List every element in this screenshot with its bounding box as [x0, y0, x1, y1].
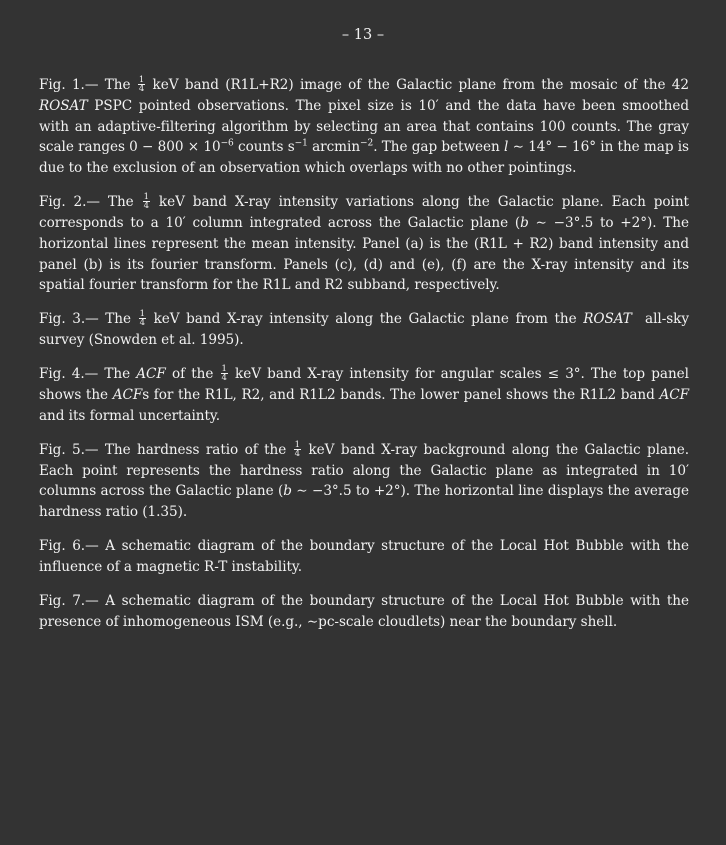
- caption-italic: ROSAT: [39, 97, 88, 114]
- fraction-one-quarter: $\frac{1}{4}$: [139, 309, 145, 329]
- caption-label: Fig. 3.—: [39, 311, 99, 328]
- caption-text: ∼ −3°.5 to +2°). The horizontal line displays the average hardness ratio (1.35).: [39, 483, 689, 521]
- page-number: – 13 –: [341, 27, 385, 43]
- figure-captions: [39, 75, 689, 646]
- caption-text: The: [104, 77, 131, 93]
- caption-label: Fig. 7.—: [39, 592, 99, 609]
- caption-label: Fig. 6.—: [39, 538, 99, 555]
- caption-fig-6: [39, 536, 689, 578]
- caption-fig-7: [39, 591, 689, 633]
- caption-italic: ACF: [112, 386, 143, 403]
- caption-text: keV band X-ray intensity for angular scales ≤ 3°. The top panel shows the: [39, 366, 689, 403]
- caption-fig-2: [39, 192, 689, 296]
- fraction-one-quarter: $\frac{1}{4}$: [294, 439, 301, 459]
- caption-label: Fig. 5.—: [39, 441, 99, 458]
- caption-text: of the: [171, 366, 214, 383]
- caption-text: ∼ −3°.5 to +2°). The horizontal lines represent the mean intensity. Panel (a) is the (R1L + R2) band intensity and panel (b) is its fourier transform. Panels (c), (d) and (e), (f) are the X-ray intensity and its spatial fourier transform for the R1L and R2 subband, respectively.: [39, 214, 689, 294]
- caption-text: keV band X-ray background along the Galactic plane. Each point represents the hardness ratio along the Galactic plane as integrated in 10′ columns across the Galactic plane (: [39, 441, 689, 500]
- caption-label: Fig. 1.—: [39, 77, 99, 93]
- caption-text: keV band (R1L+R2) image of the Galactic plane from the mosaic of the 42: [152, 77, 690, 93]
- superscript: −2: [360, 138, 374, 149]
- caption-text: ∼ 14° − 16° in the map is due to the exclusion of an observation which overlaps with no other pointings.: [39, 139, 689, 177]
- caption-italic: ROSAT: [583, 311, 632, 328]
- caption-text: arcmin: [307, 139, 361, 156]
- caption-text: . The gap between: [373, 139, 504, 156]
- caption-text: The: [104, 366, 131, 383]
- caption-text: The: [107, 194, 134, 211]
- caption-text: keV band X-ray intensity along the Galactic plane from the: [153, 311, 577, 328]
- caption-fig-1: [39, 75, 689, 179]
- caption-text: counts s: [233, 139, 295, 156]
- caption-italic: b: [283, 483, 292, 500]
- superscript: −1: [294, 138, 308, 149]
- superscript: −6: [220, 138, 234, 149]
- caption-text: all-sky survey (Snowden et al. 1995).: [39, 311, 689, 349]
- caption-italic: b: [520, 214, 529, 231]
- caption-label: Fig. 4.—: [39, 366, 99, 383]
- caption-italic: l: [504, 139, 509, 156]
- caption-text: and its formal uncertainty.: [39, 407, 221, 424]
- caption-text: The hardness ratio of the: [104, 441, 287, 458]
- caption-italic: ACF: [659, 386, 689, 403]
- caption-fig-3: [39, 309, 689, 351]
- caption-text: keV band X-ray intensity variations along the Galactic plane. Each point corresponds to a 10′ column integrated across the Galactic plane (: [39, 194, 689, 231]
- fraction-one-quarter: $\frac{1}{4}$: [143, 192, 149, 212]
- fraction-one-quarter: $\frac{1}{4}$: [221, 364, 227, 384]
- caption-italic: ACF: [136, 366, 166, 383]
- caption-label: Fig. 2.—: [39, 194, 100, 211]
- caption-text: PSPC pointed observations. The pixel size is 10′ and the data have been smoothed with an adaptive-filtering algorithm by selecting an area that contains 100 counts. The gray scale ranges 0 − 800 × 10: [39, 97, 689, 156]
- caption-text: The: [105, 311, 131, 328]
- fraction-one-quarter: $\frac{1}{4}$: [138, 75, 145, 94]
- caption-fig-5: [39, 440, 689, 523]
- caption-fig-4: [39, 364, 689, 426]
- caption-text: A schematic diagram of the boundary structure of the Local Hot Bubble with the influence of a magnetic R-T instability.: [39, 538, 689, 575]
- caption-text: A schematic diagram of the boundary structure of the Local Hot Bubble with the presence of inhomogeneous ISM (e.g., ∼pc-scale cloudlets) near the boundary shell.: [39, 592, 689, 630]
- caption-text: s for the R1L, R2, and R1L2 bands. The lower panel shows the R1L2 band: [142, 386, 655, 403]
